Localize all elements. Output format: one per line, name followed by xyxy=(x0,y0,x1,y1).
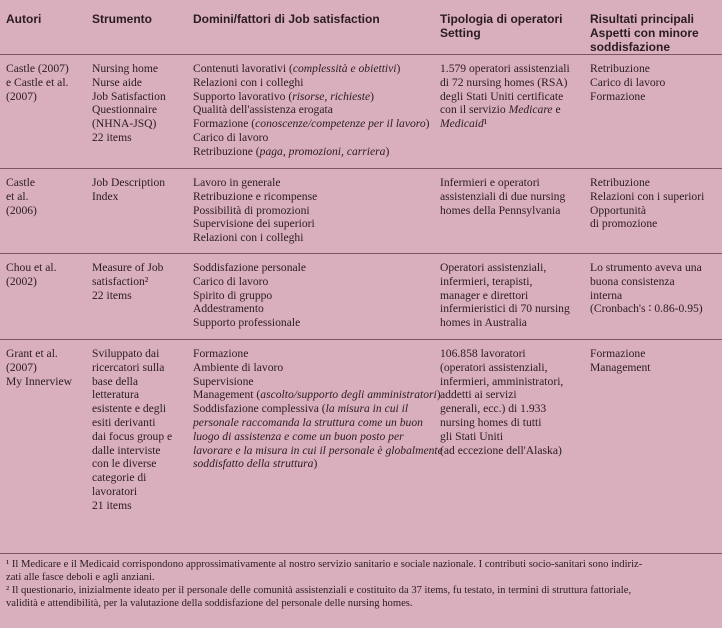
cell-autori-line: Castle xyxy=(6,176,35,189)
cell-tipologia-line: addetti ai servizi xyxy=(440,388,517,402)
cell-autori-line: My Innerview xyxy=(6,374,73,388)
cell-risultati-line: Carico di lavoro xyxy=(590,75,666,89)
cell-domini xyxy=(187,55,434,169)
cell-risultati xyxy=(584,169,722,254)
cell-domini-line: Relazioni con i colleghi xyxy=(193,75,304,89)
cell-domini-line: personale raccomanda la struttura come un buon xyxy=(193,415,423,429)
cell-domini-line: Supervisione dei superiori xyxy=(193,217,315,231)
cell-risultati-line: Lo strumento aveva una xyxy=(590,261,702,274)
header-risultati: Risultati principali Aspetti con minore soddisfazione xyxy=(590,12,699,54)
cell-autori-line: Grant et al. xyxy=(6,347,58,360)
cell-tipologia xyxy=(434,169,584,254)
cell-risultati-line: Retribuzione xyxy=(590,176,650,189)
table-row xyxy=(0,55,722,169)
cell-risultati xyxy=(584,340,722,562)
cell-strumento-line: Job Description xyxy=(92,176,166,189)
cell-strumento-line: Nurse aide xyxy=(92,75,142,89)
cell-autori-line: (2007) xyxy=(6,360,37,374)
cell-risultati-line: interna xyxy=(590,288,623,302)
cell-strumento xyxy=(86,340,187,562)
cell-risultati-line: Opportunità xyxy=(590,203,647,217)
cell-tipologia-line: manager e direttori xyxy=(440,288,529,302)
cell-tipologia-line: infermieri, terapisti, xyxy=(440,274,533,288)
cell-risultati-line: di promozione xyxy=(590,217,658,231)
cell-domini-line: Contenuti lavorativi (complessità e obiettivi) xyxy=(193,62,401,75)
cell-tipologia xyxy=(434,55,584,169)
cell-autori xyxy=(0,169,86,254)
cell-strumento-line: categorie di xyxy=(92,471,147,485)
cell-domini-line: Formazione (conoscenze/competenze per il lavoro) xyxy=(193,117,430,131)
cell-tipologia-line: nursing homes di tutti xyxy=(440,415,542,429)
cell-strumento-line: esiti derivanti xyxy=(92,415,156,429)
cell-autori-line: et al. xyxy=(6,189,29,203)
cell-autori-line: (2002) xyxy=(6,274,37,288)
cell-domini-line: Relazioni con i colleghi xyxy=(193,231,304,245)
cell-domini-line: Lavoro in generale xyxy=(193,176,281,189)
cell-domini xyxy=(187,340,443,562)
table-row xyxy=(0,340,722,562)
cell-strumento-line: Measure of Job xyxy=(92,261,164,274)
cell-risultati-line: Retribuzione xyxy=(590,62,650,75)
cell-strumento-line: con le diverse xyxy=(92,457,157,471)
cell-autori-line: (2006) xyxy=(6,203,37,217)
cell-strumento-line: 22 items xyxy=(92,288,132,302)
cell-domini-line: Ambiente di lavoro xyxy=(193,360,284,374)
cell-domini-line: lavorare e la misura in cui il personale è globalmente xyxy=(193,443,443,457)
cell-tipologia-line: (ad eccezione dell'Alaska) xyxy=(440,443,562,457)
cell-domini-line: Soddisfazione complessiva (la misura in cui il xyxy=(193,402,409,416)
cell-strumento-line: esistente e degli xyxy=(92,402,167,416)
cell-tipologia-line: generali, ecc.) di 1.933 xyxy=(440,402,547,416)
cell-domini xyxy=(187,169,434,254)
cell-strumento xyxy=(86,169,187,254)
cell-domini-line: Formazione xyxy=(193,347,249,360)
cell-domini-line: Supervisione xyxy=(193,374,254,388)
cell-strumento-line: dai focus group e xyxy=(92,429,173,443)
cell-domini-line: Carico di lavoro xyxy=(193,274,269,288)
cell-tipologia-line: 1.579 operatori assistenziali xyxy=(440,62,570,75)
cell-risultati-line: Management xyxy=(590,360,651,374)
footnote-line: zati alle fasce deboli e agli anziani. xyxy=(6,572,155,583)
cell-strumento-line: satisfaction² xyxy=(92,274,149,288)
table-row xyxy=(0,254,722,340)
cell-strumento-line: Questionnaire xyxy=(92,103,158,117)
header-strumento: Strumento xyxy=(92,12,152,26)
cell-domini-line: Retribuzione e ricompense xyxy=(193,189,318,203)
cell-tipologia-line: 106.858 lavoratori xyxy=(440,347,526,360)
cell-autori-line: Chou et al. xyxy=(6,261,57,274)
cell-tipologia-line: infermieri, amministratori, xyxy=(440,374,564,388)
cell-strumento-line: Job Satisfaction xyxy=(92,89,166,103)
cell-autori xyxy=(0,254,86,340)
cell-risultati-line: buona consistenza xyxy=(590,274,675,288)
cell-autori xyxy=(0,55,86,169)
header-row xyxy=(0,0,722,55)
cell-domini-line: luogo di assistenza e come un buon posto per xyxy=(193,429,404,443)
cell-risultati-line: Formazione xyxy=(590,89,646,103)
cell-domini-line: Spirito di gruppo xyxy=(193,288,273,302)
cell-strumento-line: Index xyxy=(92,189,119,203)
cell-tipologia xyxy=(434,340,584,562)
cell-domini-line: Soddisfazione personale xyxy=(193,261,307,274)
header-tipologia: Tipologia di operatori Setting xyxy=(440,12,563,40)
cell-tipologia-line: Infermieri e operatori xyxy=(440,176,540,189)
cell-strumento xyxy=(86,254,187,340)
cell-strumento-line: dalle interviste xyxy=(92,443,161,457)
cell-tipologia-line: Operatori assistenziali, xyxy=(440,261,547,274)
footnote-line: ¹ Il Medicare e il Medicaid corrispondono approssimativamente al nostro servizio sanitario e sociale nazionale. I contributi socio-sanitari sono indiriz- xyxy=(6,559,643,570)
cell-strumento-line: letteratura xyxy=(92,388,139,402)
cell-domini-line: Addestramento xyxy=(193,302,264,316)
cell-strumento-line: Sviluppato dai xyxy=(92,347,160,360)
cell-domini-line: Supporto professionale xyxy=(193,316,301,330)
cell-domini-line: Retribuzione (paga, promozioni, carriera) xyxy=(193,144,390,158)
cell-tipologia-line: homes della Pennsylvania xyxy=(440,203,561,217)
cell-strumento xyxy=(86,55,187,169)
header-autori: Autori xyxy=(6,12,42,26)
cell-domini xyxy=(187,254,434,340)
header-domini: Domini/fattori di Job satisfaction xyxy=(193,12,380,26)
footnote-line: ² Il questionario, inizialmente ideato per il personale delle comunità assistenziali e costituito da 37 items, fu testato, in termini di struttura fattoriale, xyxy=(6,585,632,596)
cell-risultati xyxy=(584,254,722,340)
cell-domini-line: Carico di lavoro xyxy=(193,130,269,144)
cell-risultati xyxy=(584,55,722,169)
cell-tipologia-line: degli Stati Uniti certificate xyxy=(440,89,564,103)
cell-strumento-line: base della xyxy=(92,374,139,388)
cell-tipologia-line: (operatori assistenziali, xyxy=(440,360,548,374)
cell-domini-line: Management (ascolto/supporto degli amministratori) xyxy=(193,388,441,402)
footnotes xyxy=(0,553,722,610)
cell-tipologia-line: con il servizio Medicare e xyxy=(440,103,561,117)
cell-risultati-line: (Cronbach's ∶ 0.86-0.95) xyxy=(590,302,703,316)
cell-tipologia-line: gli Stati Uniti xyxy=(440,429,504,443)
footnote-line: validità e attendibilità, per la valutazione della soddisfazione del personale delle nursing homes. xyxy=(6,598,413,609)
cell-strumento-line: 21 items xyxy=(92,498,132,512)
cell-autori-line: (2007) xyxy=(6,89,37,103)
cell-domini-line: soddisfatto della struttura) xyxy=(193,457,318,471)
cell-strumento-line: (NHNA-JSQ) xyxy=(92,117,157,131)
cell-tipologia-line: Medicaid¹ xyxy=(440,117,488,131)
cell-tipologia-line: infermieristici di 70 nursing xyxy=(440,302,570,316)
cell-strumento-line: ricercatori sulla xyxy=(92,360,165,374)
cell-autori-line: Castle (2007) xyxy=(6,62,69,75)
cell-domini-line: Supporto lavorativo (risorse, richieste) xyxy=(193,89,374,103)
cell-tipologia-line: assistenziali di due nursing xyxy=(440,189,566,203)
cell-strumento-line: lavoratori xyxy=(92,484,138,498)
cell-strumento-line: Nursing home xyxy=(92,62,159,75)
cell-tipologia-line: homes in Australia xyxy=(440,316,527,330)
cell-domini-line: Qualità dell'assistenza erogata xyxy=(193,103,333,117)
table-row xyxy=(0,169,722,254)
cell-strumento-line: 22 items xyxy=(92,130,132,144)
cell-risultati-line: Relazioni con i superiori xyxy=(590,189,705,203)
cell-autori-line: e Castle et al. xyxy=(6,75,69,89)
cell-risultati-line: Formazione xyxy=(590,347,646,360)
cell-tipologia xyxy=(434,254,584,340)
cell-domini-line: Possibilità di promozioni xyxy=(193,203,310,217)
cell-autori xyxy=(0,340,86,562)
cell-tipologia-line: di 72 nursing homes (RSA) xyxy=(440,75,568,89)
